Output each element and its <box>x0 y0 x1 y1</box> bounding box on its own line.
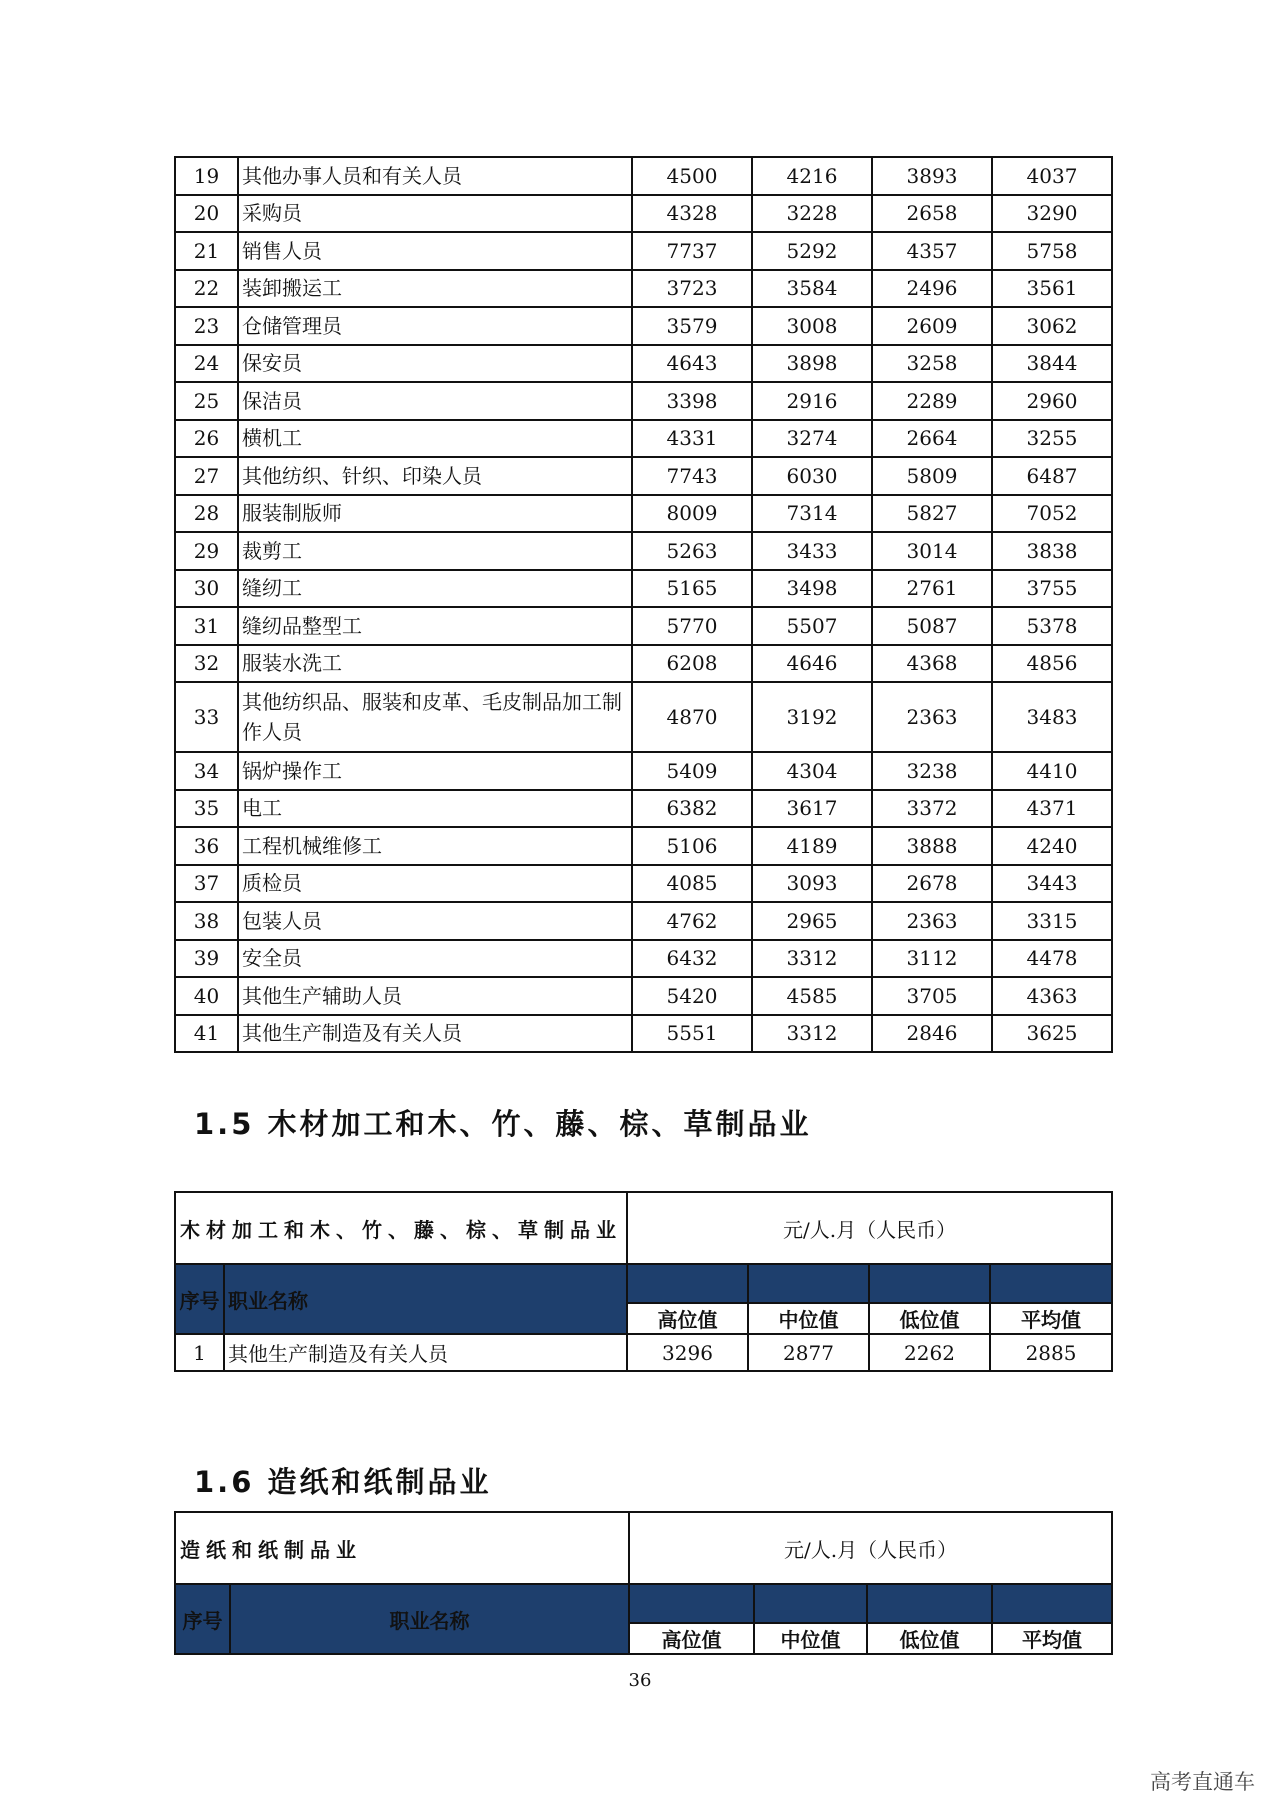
header-band <box>992 1584 1112 1623</box>
median-value: 3008 <box>752 307 872 345</box>
table-row <box>175 420 1112 458</box>
occupation-name: 缝纫工 <box>238 570 632 608</box>
occupation-name: 其他生产辅助人员 <box>238 977 632 1015</box>
row-number: 33 <box>175 682 238 752</box>
row-number: 29 <box>175 532 238 570</box>
row-number: 21 <box>175 232 238 270</box>
occupation-wage-table-body <box>175 157 1112 1052</box>
high-value: 4085 <box>632 865 752 903</box>
average-value: 4371 <box>992 790 1112 828</box>
table-row <box>175 645 1112 683</box>
median-value: 4304 <box>752 752 872 790</box>
occupation-name: 缝纫品整型工 <box>238 607 632 645</box>
occupation-name: 横机工 <box>238 420 632 458</box>
table-row <box>175 345 1112 383</box>
high-value: 3398 <box>632 382 752 420</box>
row-number: 23 <box>175 307 238 345</box>
median-value: 5507 <box>752 607 872 645</box>
occupation-name: 服装制版师 <box>238 495 632 533</box>
table-row <box>175 195 1112 233</box>
row-number: 27 <box>175 457 238 495</box>
occupation-name: 锅炉操作工 <box>238 752 632 790</box>
median-value: 3093 <box>752 865 872 903</box>
row-number: 40 <box>175 977 238 1015</box>
col-header-no: 序号 <box>175 1264 224 1334</box>
table-row <box>175 902 1112 940</box>
low-value: 2609 <box>872 307 992 345</box>
table-row <box>175 570 1112 608</box>
low-value: 4357 <box>872 232 992 270</box>
occupation-name: 其他生产制造及有关人员 <box>224 1334 627 1371</box>
col-header-low: 低位值 <box>869 1303 990 1334</box>
average-value: 4363 <box>992 977 1112 1015</box>
row-number: 19 <box>175 157 238 195</box>
occupation-name: 保洁员 <box>238 382 632 420</box>
occupation-name: 裁剪工 <box>238 532 632 570</box>
header-band <box>627 1264 748 1303</box>
row-number: 30 <box>175 570 238 608</box>
high-value: 4762 <box>632 902 752 940</box>
row-number: 1 <box>175 1334 224 1371</box>
median-value: 3312 <box>752 1015 872 1053</box>
median-value: 4189 <box>752 827 872 865</box>
median-value: 2877 <box>748 1334 869 1371</box>
low-value: 2262 <box>869 1334 990 1371</box>
low-value: 3014 <box>872 532 992 570</box>
table-row <box>175 682 1112 752</box>
median-value: 3192 <box>752 682 872 752</box>
table-row <box>175 940 1112 978</box>
section-heading-1-5: 1.5 木材加工和木、竹、藤、棕、草制品业 <box>194 1107 812 1141</box>
occupation-name: 服装水洗工 <box>238 645 632 683</box>
low-value: 3258 <box>872 345 992 383</box>
col-header-low: 低位值 <box>867 1623 992 1654</box>
low-value: 3238 <box>872 752 992 790</box>
row-number: 31 <box>175 607 238 645</box>
high-value: 4331 <box>632 420 752 458</box>
high-value: 7743 <box>632 457 752 495</box>
table-row <box>175 532 1112 570</box>
low-value: 3705 <box>872 977 992 1015</box>
row-number: 24 <box>175 345 238 383</box>
low-value: 2664 <box>872 420 992 458</box>
average-value: 3844 <box>992 345 1112 383</box>
col-header-no: 序号 <box>175 1584 230 1654</box>
row-number: 25 <box>175 382 238 420</box>
row-number: 38 <box>175 902 238 940</box>
col-header-high: 高位值 <box>629 1623 754 1654</box>
col-header-avg: 平均值 <box>992 1623 1112 1654</box>
header-band <box>867 1584 992 1623</box>
occupation-name: 仓储管理员 <box>238 307 632 345</box>
average-value: 4037 <box>992 157 1112 195</box>
occupation-name: 销售人员 <box>238 232 632 270</box>
section-heading-1-6: 1.6 造纸和纸制品业 <box>194 1465 492 1499</box>
high-value: 4500 <box>632 157 752 195</box>
high-value: 8009 <box>632 495 752 533</box>
header-band <box>869 1264 990 1303</box>
average-value: 5378 <box>992 607 1112 645</box>
occupation-name: 工程机械维修工 <box>238 827 632 865</box>
unit-label: 元/人.月（人民币） <box>627 1192 1112 1264</box>
table-row <box>175 1015 1112 1053</box>
low-value: 3372 <box>872 790 992 828</box>
col-header-name: 职业名称 <box>230 1584 629 1654</box>
low-value: 5809 <box>872 457 992 495</box>
table-row <box>175 865 1112 903</box>
average-value: 2885 <box>990 1334 1112 1371</box>
high-value: 6432 <box>632 940 752 978</box>
occupation-name: 其他纺织、针织、印染人员 <box>238 457 632 495</box>
high-value: 5165 <box>632 570 752 608</box>
average-value: 3255 <box>992 420 1112 458</box>
row-number: 20 <box>175 195 238 233</box>
occupation-wage-table <box>174 156 1113 1053</box>
high-value: 4328 <box>632 195 752 233</box>
high-value: 5770 <box>632 607 752 645</box>
average-value: 4478 <box>992 940 1112 978</box>
unit-label: 元/人.月（人民币） <box>629 1512 1112 1584</box>
average-value: 3062 <box>992 307 1112 345</box>
low-value: 2658 <box>872 195 992 233</box>
low-value: 2846 <box>872 1015 992 1053</box>
average-value: 5758 <box>992 232 1112 270</box>
high-value: 7737 <box>632 232 752 270</box>
low-value: 3893 <box>872 157 992 195</box>
occupation-name: 安全员 <box>238 940 632 978</box>
average-value: 3755 <box>992 570 1112 608</box>
high-value: 3723 <box>632 270 752 308</box>
average-value: 3443 <box>992 865 1112 903</box>
median-value: 5292 <box>752 232 872 270</box>
average-value: 4410 <box>992 752 1112 790</box>
occupation-name: 装卸搬运工 <box>238 270 632 308</box>
high-value: 3296 <box>627 1334 748 1371</box>
high-value: 6208 <box>632 645 752 683</box>
col-header-median: 中位值 <box>754 1623 867 1654</box>
median-value: 3617 <box>752 790 872 828</box>
row-number: 41 <box>175 1015 238 1053</box>
median-value: 3584 <box>752 270 872 308</box>
median-value: 3228 <box>752 195 872 233</box>
median-value: 2916 <box>752 382 872 420</box>
col-header-avg: 平均值 <box>990 1303 1112 1334</box>
table-row <box>175 607 1112 645</box>
industry-title: 木材加工和木、竹、藤、棕、草制品业 <box>175 1192 627 1264</box>
occupation-name: 采购员 <box>238 195 632 233</box>
table-row <box>175 1334 1112 1371</box>
row-number: 26 <box>175 420 238 458</box>
row-number: 32 <box>175 645 238 683</box>
table-row <box>175 157 1112 195</box>
watermark: 高考直通车 <box>1150 1770 1255 1794</box>
average-value: 4856 <box>992 645 1112 683</box>
table-row <box>175 382 1112 420</box>
low-value: 3112 <box>872 940 992 978</box>
occupation-name: 其他办事人员和有关人员 <box>238 157 632 195</box>
industry-title: 造纸和纸制品业 <box>175 1512 629 1584</box>
occupation-name: 电工 <box>238 790 632 828</box>
average-value: 3561 <box>992 270 1112 308</box>
median-value: 2965 <box>752 902 872 940</box>
low-value: 2678 <box>872 865 992 903</box>
high-value: 5551 <box>632 1015 752 1053</box>
table-row <box>175 752 1112 790</box>
low-value: 2761 <box>872 570 992 608</box>
median-value: 3274 <box>752 420 872 458</box>
high-value: 4643 <box>632 345 752 383</box>
average-value: 3315 <box>992 902 1112 940</box>
header-band <box>990 1264 1112 1303</box>
high-value: 5106 <box>632 827 752 865</box>
median-value: 3312 <box>752 940 872 978</box>
median-value: 4585 <box>752 977 872 1015</box>
high-value: 3579 <box>632 307 752 345</box>
low-value: 5827 <box>872 495 992 533</box>
high-value: 4870 <box>632 682 752 752</box>
median-value: 4646 <box>752 645 872 683</box>
low-value: 3888 <box>872 827 992 865</box>
high-value: 5263 <box>632 532 752 570</box>
high-value: 6382 <box>632 790 752 828</box>
average-value: 2960 <box>992 382 1112 420</box>
col-header-name: 职业名称 <box>224 1264 627 1334</box>
table-row <box>175 307 1112 345</box>
median-value: 3898 <box>752 345 872 383</box>
average-value: 4240 <box>992 827 1112 865</box>
row-number: 28 <box>175 495 238 533</box>
low-value: 2496 <box>872 270 992 308</box>
average-value: 3483 <box>992 682 1112 752</box>
low-value: 2363 <box>872 682 992 752</box>
row-number: 39 <box>175 940 238 978</box>
average-value: 3838 <box>992 532 1112 570</box>
low-value: 5087 <box>872 607 992 645</box>
row-number: 35 <box>175 790 238 828</box>
average-value: 3290 <box>992 195 1112 233</box>
high-value: 5420 <box>632 977 752 1015</box>
table-row <box>175 790 1112 828</box>
row-number: 37 <box>175 865 238 903</box>
low-value: 2363 <box>872 902 992 940</box>
table-row <box>175 495 1112 533</box>
occupation-name: 保安员 <box>238 345 632 383</box>
high-value: 5409 <box>632 752 752 790</box>
average-value: 6487 <box>992 457 1112 495</box>
low-value: 2289 <box>872 382 992 420</box>
occupation-name: 质检员 <box>238 865 632 903</box>
table-row <box>175 977 1112 1015</box>
median-value: 3498 <box>752 570 872 608</box>
occupation-name: 其他纺织品、服装和皮革、毛皮制品加工制作人员 <box>238 682 632 752</box>
row-number: 22 <box>175 270 238 308</box>
median-value: 3433 <box>752 532 872 570</box>
median-value: 6030 <box>752 457 872 495</box>
occupation-name: 包装人员 <box>238 902 632 940</box>
header-band <box>748 1264 869 1303</box>
table-row <box>175 827 1112 865</box>
low-value: 4368 <box>872 645 992 683</box>
row-number: 36 <box>175 827 238 865</box>
table-row <box>175 232 1112 270</box>
col-header-high: 高位值 <box>627 1303 748 1334</box>
header-band <box>629 1584 754 1623</box>
wood-industry-table <box>174 1191 1113 1372</box>
page-number: 36 <box>628 1670 652 1691</box>
median-value: 7314 <box>752 495 872 533</box>
median-value: 4216 <box>752 157 872 195</box>
table-row <box>175 270 1112 308</box>
occupation-name: 其他生产制造及有关人员 <box>238 1015 632 1053</box>
table-row <box>175 457 1112 495</box>
header-band <box>754 1584 867 1623</box>
average-value: 3625 <box>992 1015 1112 1053</box>
col-header-median: 中位值 <box>748 1303 869 1334</box>
row-number: 34 <box>175 752 238 790</box>
average-value: 7052 <box>992 495 1112 533</box>
paper-industry-table <box>174 1511 1113 1655</box>
